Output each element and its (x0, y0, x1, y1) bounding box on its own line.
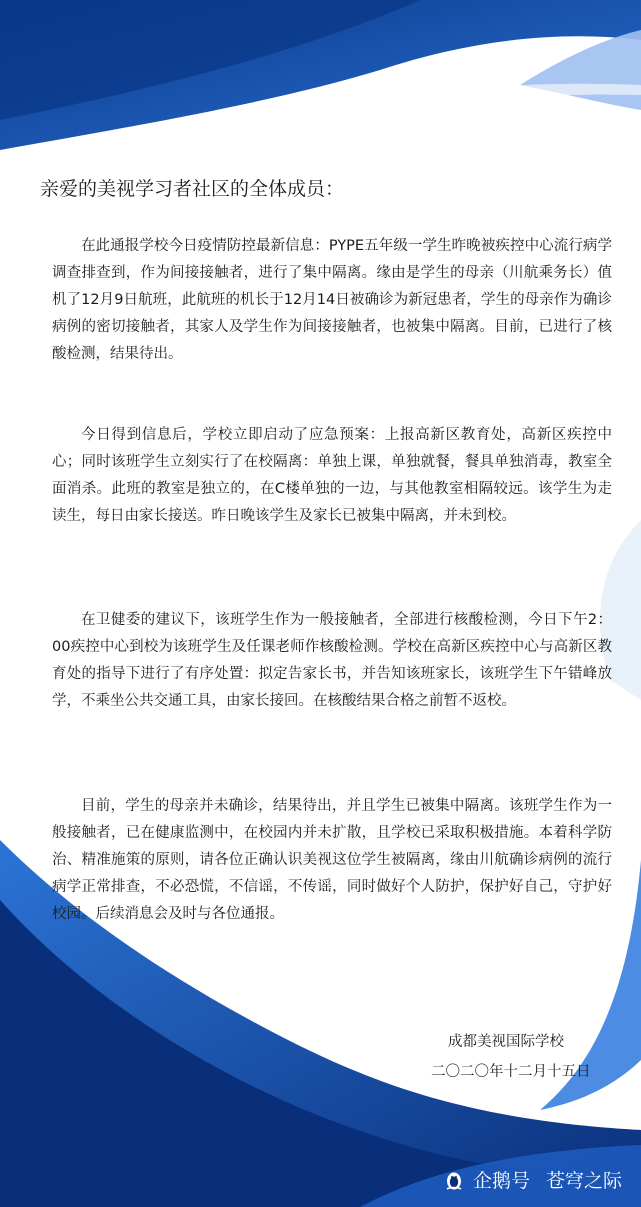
signature-school: 成都美视国际学校 (448, 1034, 564, 1050)
paragraph-1: 在此通报学校今日疫情防控最新信息：PYPE五年级一学生昨晚被疾控中心流行病学调查排查到，作为间接接触者，进行了集中隔离。缘由是学生的母亲（川航乘务长）值机了12月9日航班，此航班的机长于12月14日被确诊为新冠患者，学生的母亲作为确诊病例的密切接触者，其家人及学生作为间接接触者，也被集中隔离。目前，已进行了核酸检测，结果待出。 (52, 238, 612, 362)
penguin-logo-icon (443, 1169, 465, 1191)
footer-author: 苍穹之际 (546, 1170, 623, 1192)
footer-watermark (443, 1166, 622, 1193)
watermark-text: ALEXANDER W (282, 95, 556, 135)
signature-date: 二〇二〇年十二月十五日 (431, 1064, 591, 1080)
salutation: 亲爱的美视学习者社区的全体成员： (40, 178, 345, 200)
paragraph-4: 目前，学生的母亲并未确诊，结果待出，并且学生已被集中隔离。该班学生作为一般接触者，已在健康监测中，在校园内并未扩散，且学校已采取积极措施。本着科学防治、精准施策的原则，请各位正确认识美视这位学生被隔离，缘由川航确诊病例的流行病学正常排查，不必恐慌，不信谣，不传谣，同时做好个人防护，保护好自己，守护好校园。后续消息会及时与各位通报。 (52, 798, 612, 922)
footer-platform: 企鹅号 (473, 1170, 531, 1192)
paragraph-2: 今日得到信息后，学校立即启动了应急预案：上报高新区教育处，高新区疾控中心；同时该班学生立刻实行了在校隔离：单独上课，单独就餐，餐具单独消毒，教室全面消杀。此班的教室是独立的，在C楼单独的一边，与其他教室相隔较远。该学生为走读生，每日由家长接送。昨日晚该学生及家长已被集中隔离，并未到校。 (52, 427, 612, 524)
paragraph-3: 在卫健委的建议下，该班学生作为一般接触者，全部进行核酸检测，今日下午2：00疾控中心到校为该班学生及任课老师作核酸检测。学校在高新区疾控中心与高新区教育处的指导下进行了有序处置：拟定告家长书，并告知该班家长，该班学生下午错峰放学，不乘坐公共交通工具，由家长接回。在核酸结果合格之前暂不返校。 (52, 612, 612, 709)
